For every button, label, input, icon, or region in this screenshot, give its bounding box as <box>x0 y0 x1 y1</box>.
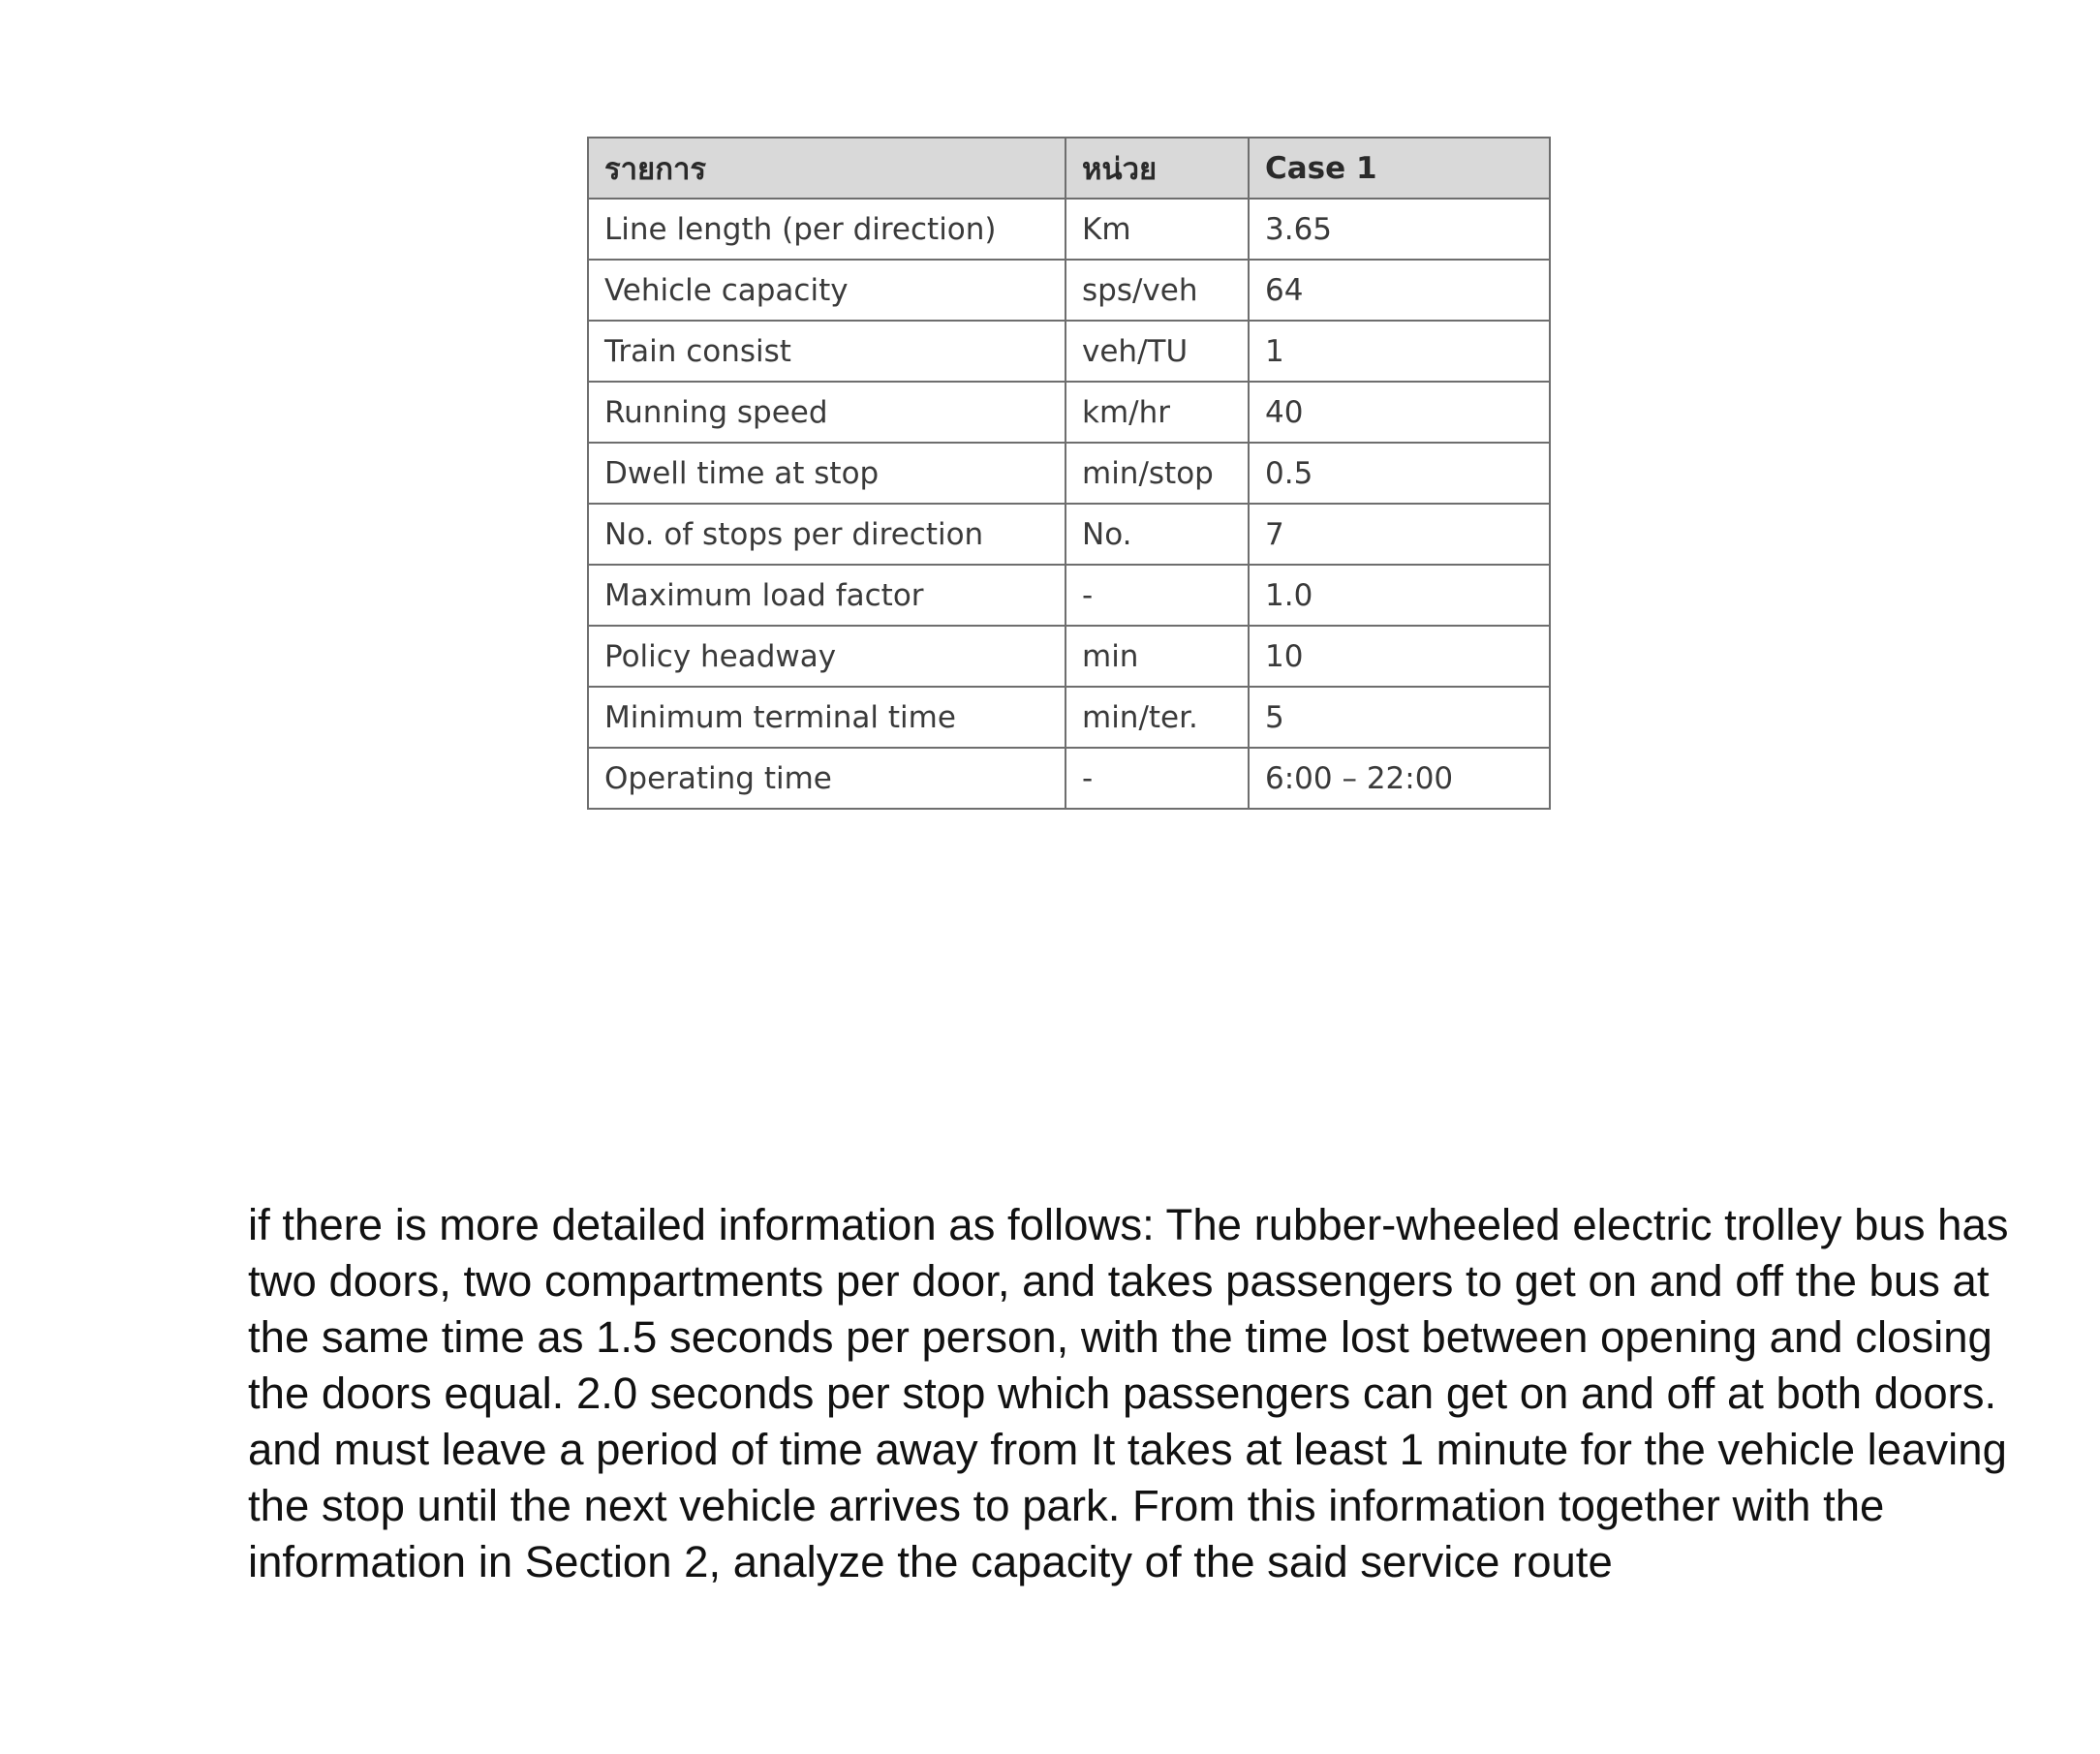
row-value: 6:00 – 22:00 <box>1249 748 1550 809</box>
table-row <box>588 748 1550 809</box>
row-item: Running speed <box>588 382 1065 443</box>
row-unit: Km <box>1065 199 1249 260</box>
row-unit: min/stop <box>1065 443 1249 504</box>
row-value: 7 <box>1249 504 1550 565</box>
row-value: 3.65 <box>1249 199 1550 260</box>
table-row <box>588 321 1550 382</box>
row-item: Maximum load factor <box>588 565 1065 626</box>
row-item: Line length (per direction) <box>588 199 1065 260</box>
row-unit: veh/TU <box>1065 321 1249 382</box>
table-row <box>588 382 1550 443</box>
row-unit: - <box>1065 565 1249 626</box>
header-case-1: Case 1 <box>1249 138 1550 199</box>
row-value: 64 <box>1249 260 1550 321</box>
row-item: Train consist <box>588 321 1065 382</box>
row-item: Vehicle capacity <box>588 260 1065 321</box>
header-unit: หน่วย <box>1065 138 1249 199</box>
row-item: Dwell time at stop <box>588 443 1065 504</box>
table-row <box>588 443 1550 504</box>
row-value: 10 <box>1249 626 1550 687</box>
row-value: 5 <box>1249 687 1550 748</box>
parameter-table-container <box>587 137 1551 810</box>
table-row <box>588 199 1550 260</box>
table-row <box>588 565 1550 626</box>
parameter-table <box>587 137 1551 810</box>
table-header-row <box>588 138 1550 199</box>
table-row <box>588 687 1550 748</box>
header-item: รายการ <box>588 138 1065 199</box>
row-item: Operating time <box>588 748 1065 809</box>
table-row <box>588 504 1550 565</box>
row-value: 40 <box>1249 382 1550 443</box>
row-unit: km/hr <box>1065 382 1249 443</box>
question-paragraph: if there is more detailed information as follows: The rubber-wheeled electric trolley bus has two doors, two compartments per door, and takes passengers to get on and off the bus at the same time as 1.5 seconds per person, with the time lost between opening and closing the doors equal. 2.0 seconds per stop which passengers can get on and off at both doors. and must leave a period of time away from It takes at least 1 minute for the vehicle leaving the stop until the next vehicle arrives to park. From this information together with the information in Section 2, analyze the capacity of the said service route <box>248 1200 2009 1586</box>
row-item: No. of stops per direction <box>588 504 1065 565</box>
row-unit: - <box>1065 748 1249 809</box>
row-value: 0.5 <box>1249 443 1550 504</box>
table-row <box>588 260 1550 321</box>
row-unit: No. <box>1065 504 1249 565</box>
row-unit: sps/veh <box>1065 260 1249 321</box>
row-item: Policy headway <box>588 626 1065 687</box>
row-item: Minimum terminal time <box>588 687 1065 748</box>
row-unit: min/ter. <box>1065 687 1249 748</box>
row-value: 1.0 <box>1249 565 1550 626</box>
row-value: 1 <box>1249 321 1550 382</box>
row-unit: min <box>1065 626 1249 687</box>
table-row <box>588 626 1550 687</box>
